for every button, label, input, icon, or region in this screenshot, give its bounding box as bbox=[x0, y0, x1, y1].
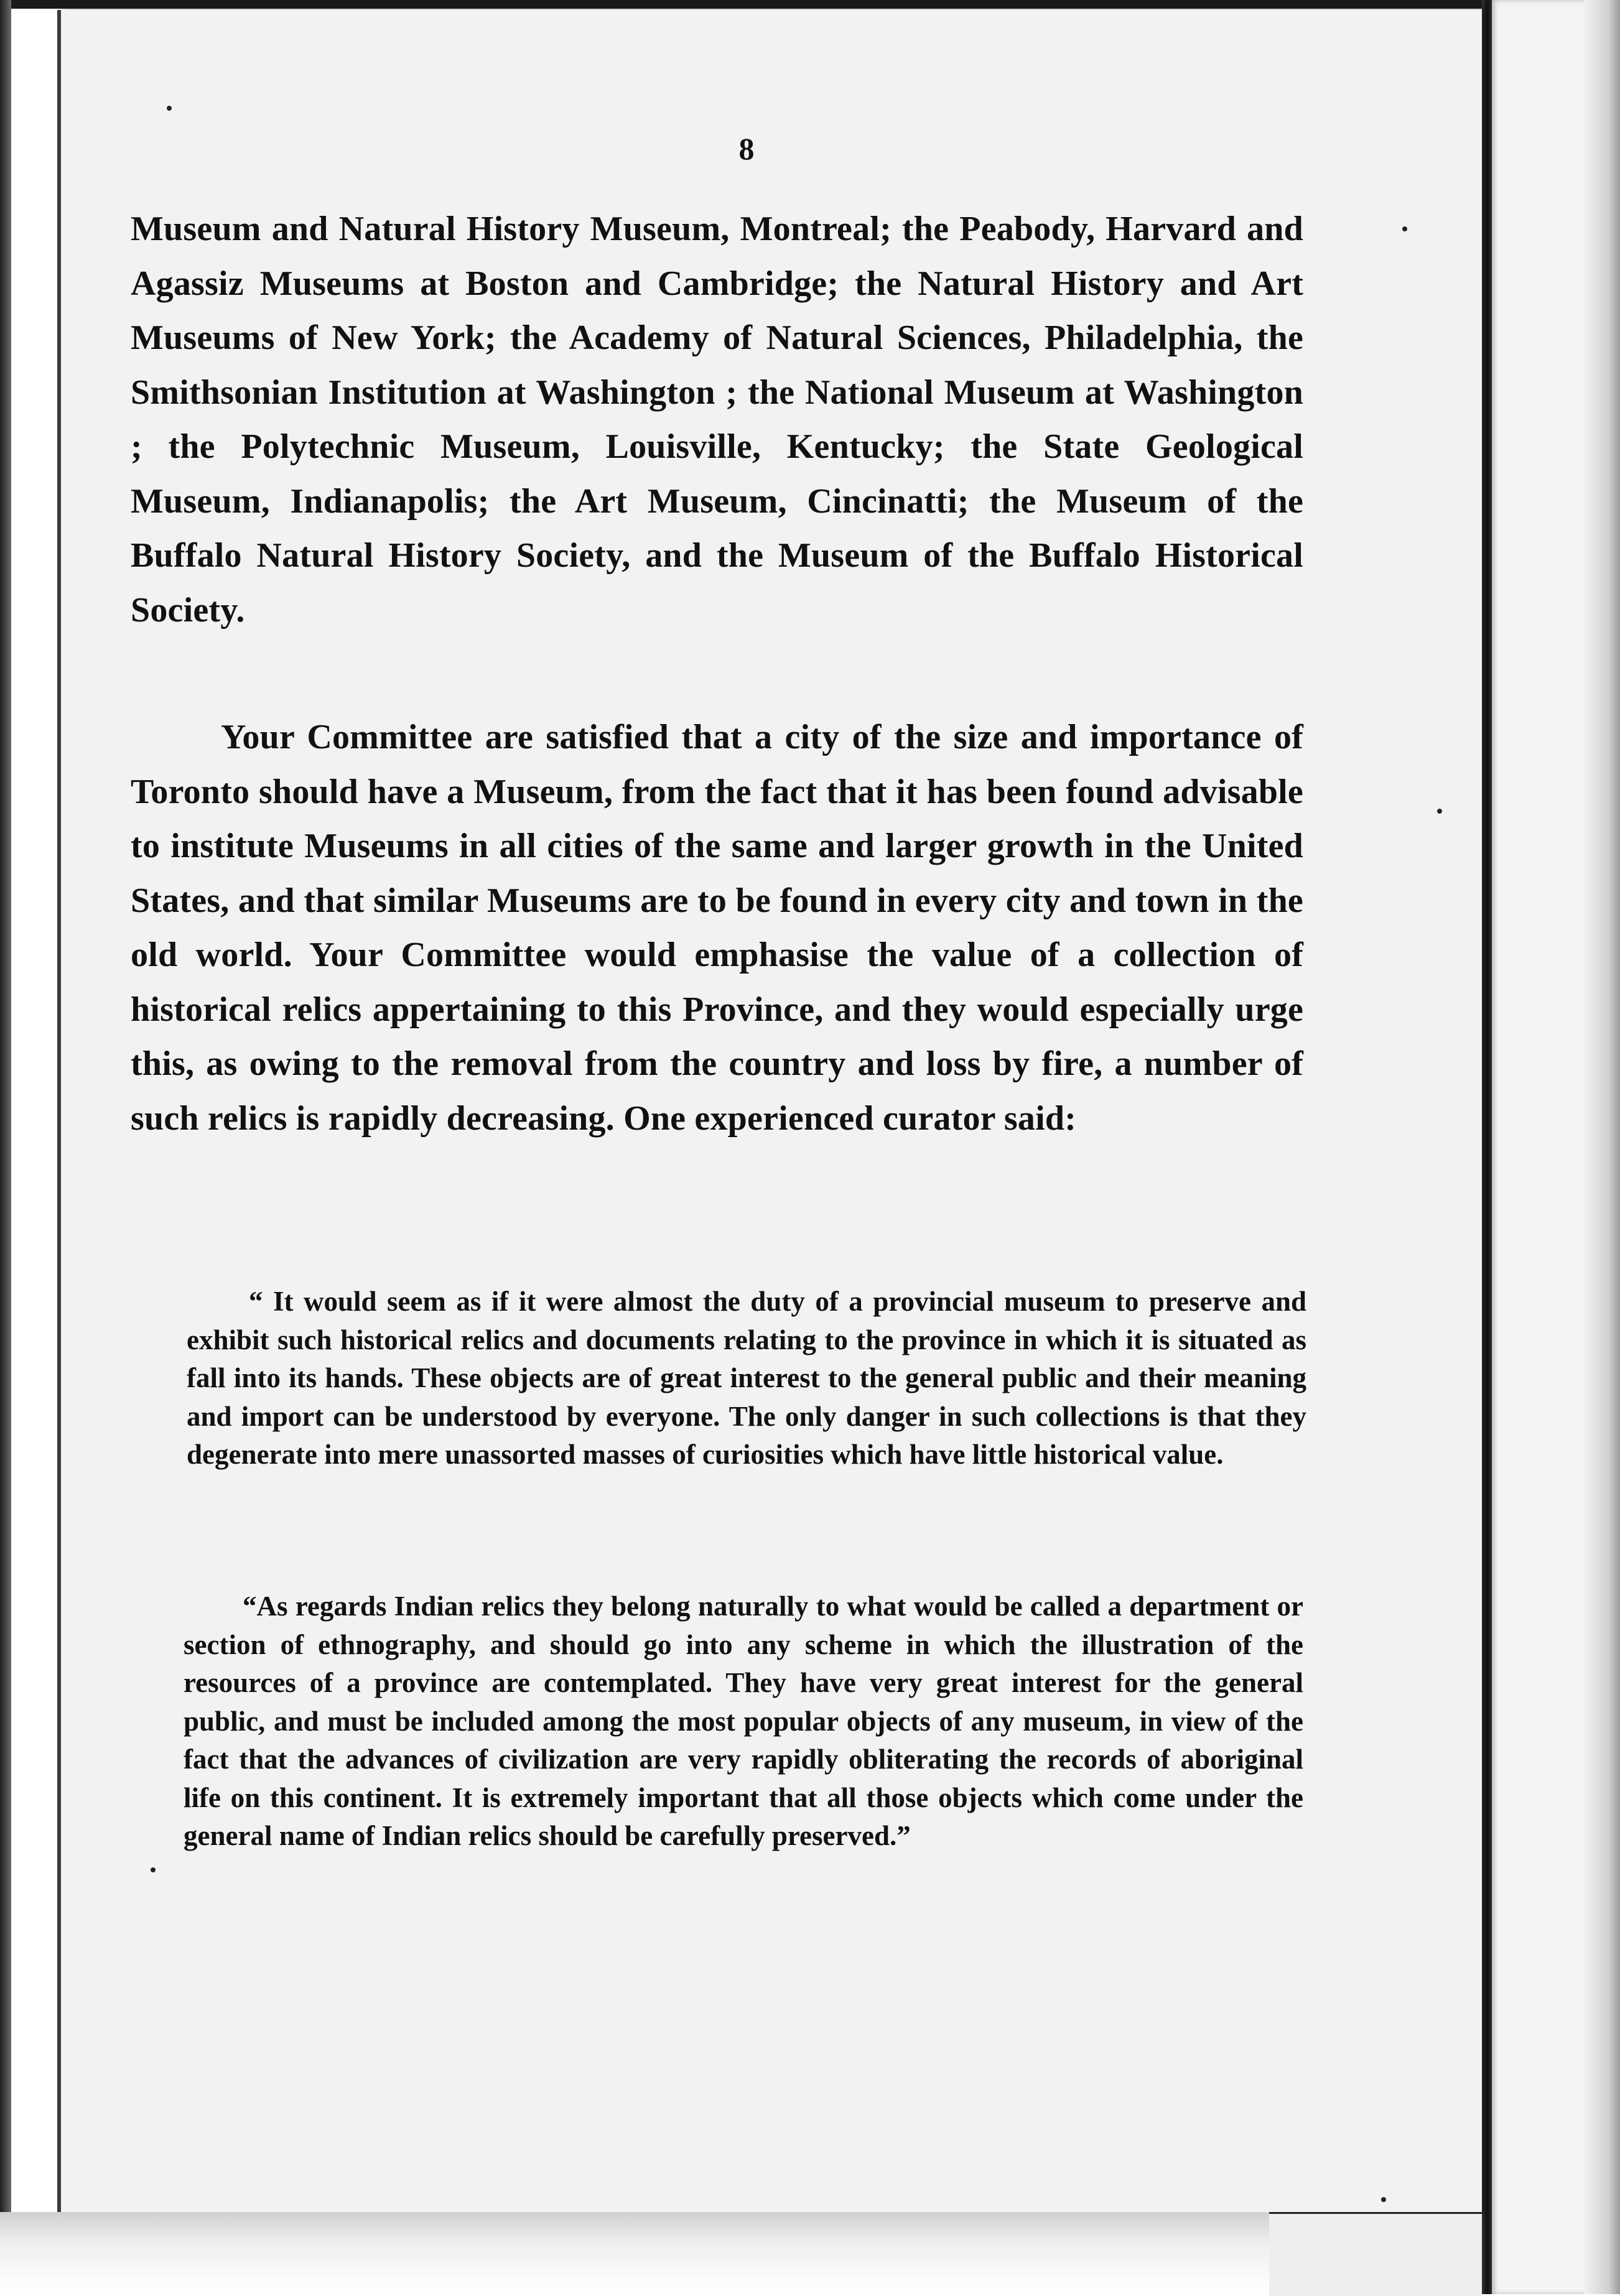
body-paragraph-committee: Your Committee are satisfied that a city of the size and importance of Toronto should have a Museum, from the fact that it has been found advisable to institute Museums in all cities of the same and larger growth in the United States, and that similar Museums are to be found in every city and town in the old world. Your Committee would emphasise the value of a collection of historical relics appertaining to this Province, and they would especially urge this, as owing to the removal from the country and loss by fire, a number of such relics is rapidly decreasing. One experienced curator said: bbox=[131, 718, 1303, 1138]
scan-speck bbox=[167, 106, 172, 111]
scan-frame-bottom bbox=[0, 2212, 1482, 2294]
scan-frame-top bbox=[0, 0, 1620, 9]
quote-indian-relics: “As regards Indian relics they belong naturally to what would be called a department or section of ethnography, and should go into any scheme in which the illustration of the resources of a province are contemplated. They have very great interest for the general public, and must be included among the most popular objects of any museum, in view of the fact that the advances of civilization are very rapidly obliterating the records of aboriginal life on this continent. It is extremely important that all those objects which come under the general name of Indian relics should be carefully preserved.” bbox=[184, 1591, 1303, 1851]
page-number: 8 bbox=[738, 131, 755, 166]
scan-frame-left bbox=[0, 0, 11, 2294]
scan-speck bbox=[1381, 2197, 1386, 2202]
page-stack-corner bbox=[1269, 2212, 1482, 2296]
page-gutter-shadow bbox=[1482, 0, 1492, 2294]
body-paragraph-museum-list: Museum and Natural History Museum, Montreal; the Peabody, Harvard and Agassiz Museums at Boston and Cambridge; the Natural History and Art Museums of New York; the Academy of Natural Sciences, Philadelphia, the Smithsonian Institution at Washington ; the National Museum at Washington ; the Polytechnic Museum, Louisville, Kentucky; the State Geological Museum, Indianapolis; the Art Museum, Cincinatti; the Museum of the Buffalo Natural History Society, and the Museum of the Buffalo Historical Society. bbox=[131, 210, 1303, 630]
scan-speck bbox=[1437, 809, 1442, 814]
quote-provincial-museum: “ It would seem as if it were almost the duty of a provincial museum to preserve and exhibit such historical relics and documents relating to the province in which it is situated as fall into its hands. These objects are of great interest to the general public and their meaning and import can be understood by everyone. The only danger in such collections is that they degenerate into mere unassorted masses of curiosities which have little historical value. bbox=[187, 1286, 1306, 1470]
scan-frame-right bbox=[1584, 0, 1620, 2294]
scan-speck bbox=[1402, 226, 1407, 231]
facing-page-edge bbox=[1492, 0, 1585, 2294]
scan-speck bbox=[151, 1867, 156, 1872]
